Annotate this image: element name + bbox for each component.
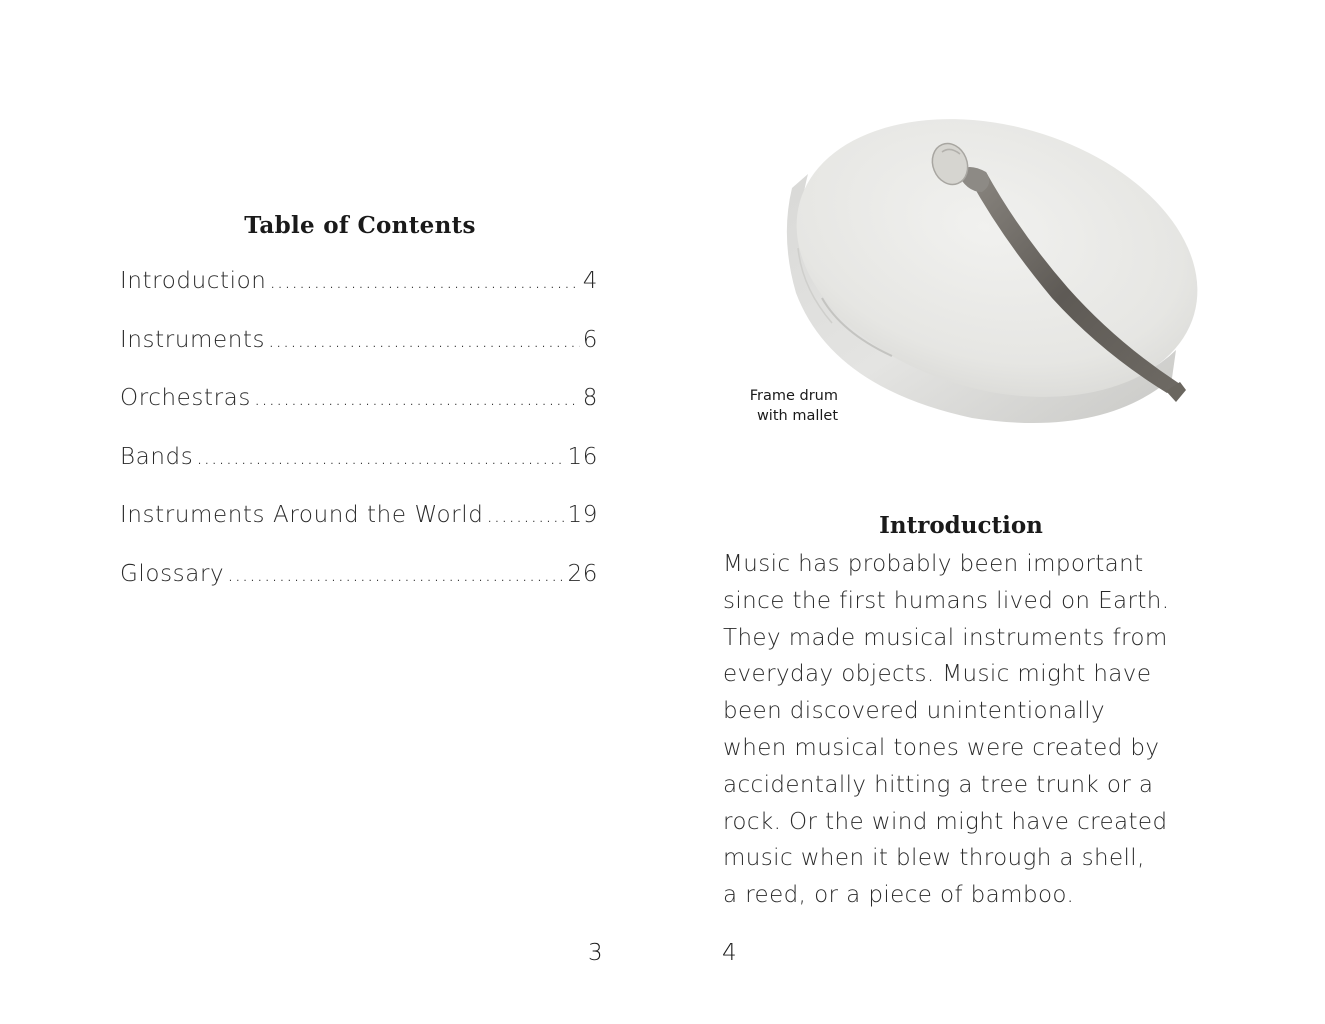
toc-entry-label: Introduction — [120, 268, 267, 294]
toc-entry-page: 19 — [567, 502, 598, 529]
toc-dot-leader — [254, 386, 580, 410]
toc-entry-label: Bands — [120, 443, 194, 470]
toc-entry-page: 8 — [582, 385, 598, 412]
toc-dot-leader — [269, 269, 579, 293]
frame-drum-with-mallet-photo — [772, 88, 1212, 428]
table-of-contents — [120, 268, 598, 620]
body-line: since the first humans lived on Earth. — [723, 587, 1170, 614]
body-paragraph — [723, 546, 1193, 914]
toc-entry — [120, 444, 598, 503]
toc-dot-leader — [486, 503, 564, 527]
body-line: music when it blew through a shell, — [723, 845, 1145, 872]
toc-entry-label: Instruments Around the World — [120, 502, 484, 529]
toc-entry-label: Orchestras — [120, 385, 251, 412]
toc-dot-leader — [196, 445, 564, 469]
body-line: Music has probably been important — [723, 551, 1144, 577]
page-number: 3 — [588, 940, 603, 966]
toc-entry-label: Glossary — [120, 560, 225, 587]
toc-entry — [120, 268, 598, 327]
body-line: everyday objects. Music might have — [723, 661, 1152, 688]
caption-line: with mallet — [756, 408, 838, 424]
body-line: rock. Or the wind might have created — [723, 808, 1168, 835]
toc-entry-page: 4 — [582, 268, 598, 294]
toc-entry-label: Instruments — [120, 326, 266, 353]
toc-dot-leader — [268, 328, 580, 352]
body-line: a reed, or a piece of bamboo. — [723, 882, 1075, 909]
body-line: been discovered unintentionally — [723, 698, 1106, 725]
toc-entry — [120, 502, 598, 561]
toc-title: Table of Contents — [244, 212, 476, 239]
left-page — [0, 0, 662, 1024]
body-line: They made musical instruments from — [723, 624, 1168, 651]
body-line: when musical tones were created by — [723, 734, 1160, 761]
toc-entry-page: 26 — [567, 560, 598, 587]
toc-entry — [120, 561, 598, 620]
toc-entry-page: 6 — [582, 326, 598, 353]
body-line: accidentally hitting a tree trunk or a — [723, 771, 1154, 798]
right-page — [662, 0, 1325, 1024]
toc-entry — [120, 385, 598, 444]
toc-entry-page: 16 — [567, 443, 598, 470]
page-number: 4 — [722, 940, 737, 966]
figure-caption — [722, 386, 838, 426]
toc-dot-leader — [227, 562, 564, 586]
caption-line: Frame drum — [749, 388, 838, 404]
toc-entry — [120, 327, 598, 386]
section-heading: Introduction — [879, 512, 1043, 539]
